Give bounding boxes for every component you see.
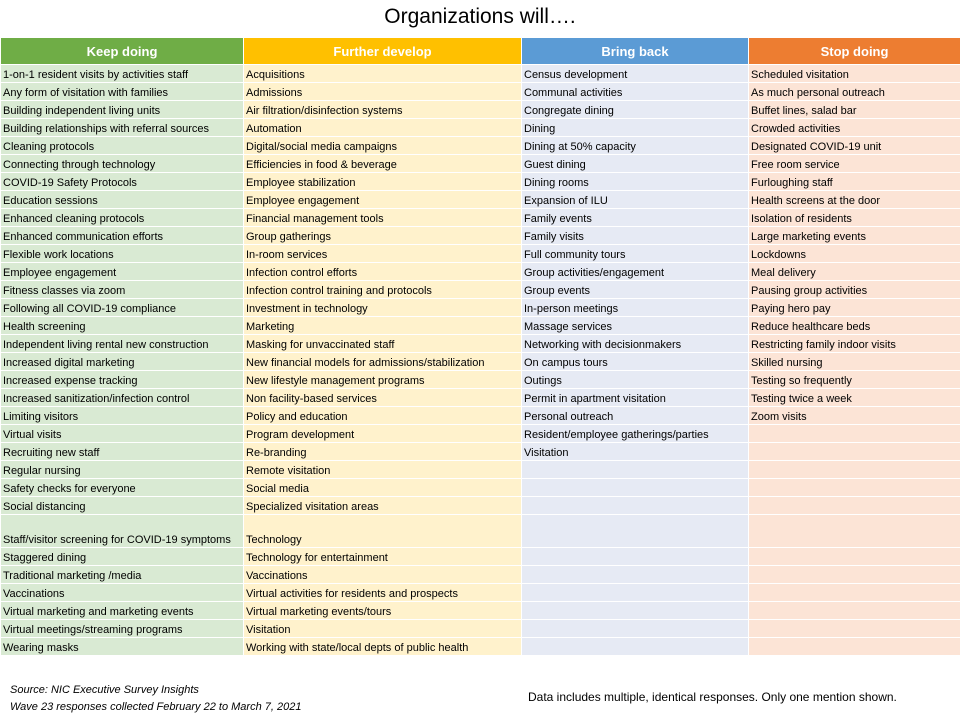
stop-doing-cell: Free room service [749,155,960,173]
table-row [1,548,960,566]
table-row [1,101,960,119]
further-develop-cell: Infection control efforts [244,263,522,281]
header-bring-back: Bring back [522,38,749,65]
keep-doing-cell: Increased digital marketing [1,353,244,371]
keep-doing-cell: Increased sanitization/infection control [1,389,244,407]
stop-doing-cell: Crowded activities [749,119,960,137]
stop-doing-cell [749,515,960,548]
responses-table [0,37,960,656]
stop-doing-cell: Health screens at the door [749,191,960,209]
keep-doing-cell: Social distancing [1,497,244,515]
further-develop-cell: Specialized visitation areas [244,497,522,515]
table-row [1,119,960,137]
further-develop-cell: Re-branding [244,443,522,461]
keep-doing-cell: Cleaning protocols [1,137,244,155]
stop-doing-cell: Furloughing staff [749,173,960,191]
table-row [1,335,960,353]
bring-back-cell: Dining rooms [522,173,749,191]
keep-doing-cell: Following all COVID-19 compliance [1,299,244,317]
bring-back-cell: Family events [522,209,749,227]
further-develop-cell: Marketing [244,317,522,335]
further-develop-cell: Technology [244,515,522,548]
bring-back-cell [522,620,749,638]
bring-back-cell: Group events [522,281,749,299]
stop-doing-cell: Pausing group activities [749,281,960,299]
stop-doing-cell: Large marketing events [749,227,960,245]
stop-doing-cell [749,461,960,479]
keep-doing-cell: Flexible work locations [1,245,244,263]
source-note [10,682,301,716]
table-row [1,155,960,173]
stop-doing-cell: Restricting family indoor visits [749,335,960,353]
bring-back-cell: Visitation [522,443,749,461]
bring-back-cell: Congregate dining [522,101,749,119]
bring-back-cell: Family visits [522,227,749,245]
bring-back-cell: Personal outreach [522,407,749,425]
stop-doing-cell [749,638,960,656]
further-develop-cell: Technology for entertainment [244,548,522,566]
keep-doing-cell: Increased expense tracking [1,371,244,389]
table-row [1,317,960,335]
bring-back-cell: Dining at 50% capacity [522,137,749,155]
further-develop-cell: Virtual activities for residents and prospects [244,584,522,602]
stop-doing-cell [749,584,960,602]
keep-doing-cell: 1-on-1 resident visits by activities staff [1,65,244,83]
table-row [1,299,960,317]
keep-doing-cell: Virtual visits [1,425,244,443]
stop-doing-cell [749,497,960,515]
further-develop-cell: In-room services [244,245,522,263]
stop-doing-cell: Meal delivery [749,263,960,281]
table-row [1,461,960,479]
header-row [1,38,960,65]
source-line: Source: NIC Executive Survey Insights [10,684,199,696]
further-develop-cell: Policy and education [244,407,522,425]
further-develop-cell: Employee engagement [244,191,522,209]
wave-line: Wave 23 responses collected February 22 to March 7, 2021 [10,701,302,713]
bring-back-cell [522,497,749,515]
further-develop-cell: Group gatherings [244,227,522,245]
bring-back-cell: Census development [522,65,749,83]
bring-back-cell: Resident/employee gatherings/parties [522,425,749,443]
keep-doing-cell: Regular nursing [1,461,244,479]
bring-back-cell: Outings [522,371,749,389]
stop-doing-cell: Testing so frequently [749,371,960,389]
keep-doing-cell: Staggered dining [1,548,244,566]
bring-back-cell: Networking with decisionmakers [522,335,749,353]
table-body [1,65,960,656]
further-develop-cell: Automation [244,119,522,137]
further-develop-cell: New lifestyle management programs [244,371,522,389]
table-row [1,566,960,584]
further-develop-cell: Admissions [244,83,522,101]
table-row [1,209,960,227]
keep-doing-cell: Building relationships with referral sources [1,119,244,137]
table-row [1,173,960,191]
stop-doing-cell [749,566,960,584]
stop-doing-cell [749,548,960,566]
keep-doing-cell: Connecting through technology [1,155,244,173]
keep-doing-cell: Traditional marketing /media [1,566,244,584]
bring-back-cell [522,584,749,602]
stop-doing-cell: Isolation of residents [749,209,960,227]
header-further-develop: Further develop [244,38,522,65]
stop-doing-cell [749,443,960,461]
further-develop-cell: Financial management tools [244,209,522,227]
bring-back-cell: Expansion of ILU [522,191,749,209]
further-develop-cell: Virtual marketing events/tours [244,602,522,620]
stop-doing-cell: Buffet lines, salad bar [749,101,960,119]
stop-doing-cell: Lockdowns [749,245,960,263]
table-row [1,389,960,407]
keep-doing-cell: Employee engagement [1,263,244,281]
stop-doing-cell: Scheduled visitation [749,65,960,83]
stop-doing-cell: As much personal outreach [749,83,960,101]
table-row [1,407,960,425]
further-develop-cell: Program development [244,425,522,443]
table-row [1,515,960,548]
bring-back-cell: In-person meetings [522,299,749,317]
bring-back-cell [522,479,749,497]
further-develop-cell: Digital/social media campaigns [244,137,522,155]
further-develop-cell: Vaccinations [244,566,522,584]
further-develop-cell: Working with state/local depts of public health [244,638,522,656]
keep-doing-cell: Independent living rental new construction [1,335,244,353]
table-row [1,137,960,155]
table-row [1,65,960,83]
stop-doing-cell: Designated COVID-19 unit [749,137,960,155]
bring-back-cell: Full community tours [522,245,749,263]
bring-back-cell [522,461,749,479]
further-develop-cell: Efficiencies in food & beverage [244,155,522,173]
keep-doing-cell: Any form of visitation with families [1,83,244,101]
stop-doing-cell [749,479,960,497]
further-develop-cell: Employee stabilization [244,173,522,191]
table-row [1,443,960,461]
further-develop-cell: Infection control training and protocols [244,281,522,299]
table-row [1,425,960,443]
bring-back-cell [522,548,749,566]
data-disclaimer: Data includes multiple, identical responses. Only one mention shown. [528,690,897,704]
stop-doing-cell: Reduce healthcare beds [749,317,960,335]
bring-back-cell [522,602,749,620]
further-develop-cell: Investment in technology [244,299,522,317]
keep-doing-cell: Vaccinations [1,584,244,602]
bring-back-cell [522,638,749,656]
stop-doing-cell [749,620,960,638]
table-row [1,620,960,638]
further-develop-cell: Masking for unvaccinated staff [244,335,522,353]
table-row [1,83,960,101]
keep-doing-cell: Fitness classes via zoom [1,281,244,299]
table-row [1,638,960,656]
further-develop-cell: Non facility-based services [244,389,522,407]
page-title: Organizations will…. [384,5,576,28]
bring-back-cell [522,515,749,548]
keep-doing-cell: Safety checks for everyone [1,479,244,497]
table-row [1,191,960,209]
further-develop-cell: Visitation [244,620,522,638]
bring-back-cell: On campus tours [522,353,749,371]
table-row [1,227,960,245]
stop-doing-cell: Testing twice a week [749,389,960,407]
further-develop-cell: Acquisitions [244,65,522,83]
bring-back-cell [522,566,749,584]
bring-back-cell: Communal activities [522,83,749,101]
stop-doing-cell: Paying hero pay [749,299,960,317]
bring-back-cell: Guest dining [522,155,749,173]
stop-doing-cell: Skilled nursing [749,353,960,371]
table-row [1,263,960,281]
keep-doing-cell: Virtual meetings/streaming programs [1,620,244,638]
keep-doing-cell: Limiting visitors [1,407,244,425]
keep-doing-cell: Recruiting new staff [1,443,244,461]
keep-doing-cell: Staff/visitor screening for COVID-19 symptoms [1,515,244,548]
table-row [1,281,960,299]
table-row [1,353,960,371]
keep-doing-cell: Wearing masks [1,638,244,656]
keep-doing-cell: Enhanced communication efforts [1,227,244,245]
table-row [1,479,960,497]
bring-back-cell: Dining [522,119,749,137]
keep-doing-cell: Building independent living units [1,101,244,119]
stop-doing-cell [749,425,960,443]
bring-back-cell: Permit in apartment visitation [522,389,749,407]
bring-back-cell: Massage services [522,317,749,335]
stop-doing-cell [749,602,960,620]
further-develop-cell: Air filtration/disinfection systems [244,101,522,119]
bring-back-cell: Group activities/engagement [522,263,749,281]
table-row [1,602,960,620]
table-row [1,584,960,602]
keep-doing-cell: Health screening [1,317,244,335]
keep-doing-cell: Virtual marketing and marketing events [1,602,244,620]
stop-doing-cell: Zoom visits [749,407,960,425]
table-row [1,245,960,263]
table-row [1,497,960,515]
header-keep-doing: Keep doing [1,38,244,65]
further-develop-cell: Social media [244,479,522,497]
header-stop-doing: Stop doing [749,38,960,65]
keep-doing-cell: Education sessions [1,191,244,209]
further-develop-cell: New financial models for admissions/stabilization [244,353,522,371]
further-develop-cell: Remote visitation [244,461,522,479]
table-row [1,371,960,389]
keep-doing-cell: Enhanced cleaning protocols [1,209,244,227]
keep-doing-cell: COVID-19 Safety Protocols [1,173,244,191]
